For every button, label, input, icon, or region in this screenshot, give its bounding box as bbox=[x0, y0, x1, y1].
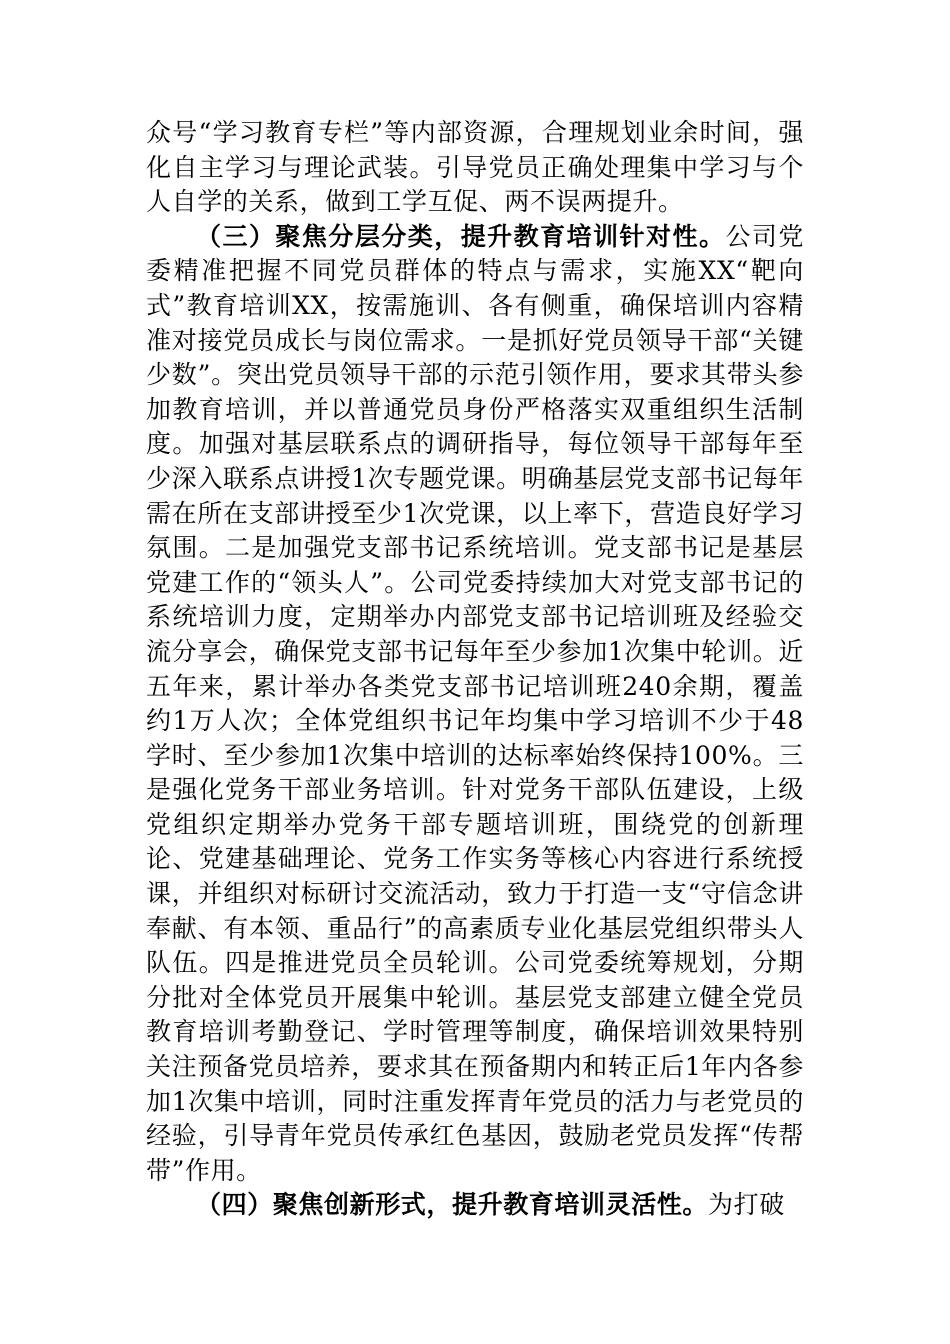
paragraph-body: 公司党委精准把握不同党员群体的特点与需求，实施XX“靶向式”教育培训XX，按需施训、各有侧重，确保培训内容精准对接党员成长与岗位需求。一是抓好党员领导干部“关键少数”。突出党员领导干部的示范引领作用，要求其带头参加教育培训，并以普通党员身份严格落实双重组织生活制度。加强对基层联系点的调研指导，每位领导干部每年至少深入联系点讲授1次专题党课。明确基层党支部书记每年需在所在支部讲授至少1次党课，以上率下，营造良好学习氛围。二是加强党支部书记系统培训。党支部书记是基层党建工作的“领头人”。公司党委持续加大对党支部书记的系统培训力度，定期举办内部党支部书记培训班及经验交流分享会，确保党支部书记每年至少参加1次集中轮训。近五年来，累计举办各类党支部书记培训班240余期，覆盖约1万人次；全体党组织书记年均集中学习培训不少于48学时、至少参加1次集中培训的达标率始终保持100%。三是强化党务干部业务培训。针对党务干部队伍建设，上级党组织定期举办党务干部专题培训班，围绕党的创新理论、党建基础理论、党务工作实务等核心内容进行系统授课，并组织对标研讨交流活动，致力于打造一支“守信念讲奉献、有本领、重品行”的高素质专业化基层党组织带头人队伍。四是推进党员全员轮训。公司党委统筹规划，分期分批对全体党员开展集中轮训。基层党支部建立健全党员教育培训考勤登记、学时管理等制度，确保培训效果特别关注预备党员培养，要求其在预备期内和转正后1年内各参加1次集中培训，同时注重发挥青年党员的活力与老党员的经验，引导青年党员传承红色基因，鼓励老党员发挥“传帮带”作用。 bbox=[146, 221, 804, 1185]
paragraph-continuation bbox=[146, 116, 804, 220]
section-heading: （四）聚焦创新形式，提升教育培训灵活性。 bbox=[196, 1190, 709, 1220]
section-heading: （三）聚焦分层分类，提升教育培训针对性。 bbox=[196, 221, 726, 251]
paragraph-section-four bbox=[146, 1188, 804, 1223]
document-page bbox=[146, 116, 804, 1223]
paragraph-section-three bbox=[146, 220, 804, 1189]
paragraph-body: 众号“学习教育专栏”等内部资源，合理规划业余时间，强化自主学习与理论武装。引导党员正确处理集中学习与个人自学的关系，做到工学互促、两不误两提升。 bbox=[146, 118, 804, 217]
paragraph-body: 为打破 bbox=[708, 1190, 785, 1220]
